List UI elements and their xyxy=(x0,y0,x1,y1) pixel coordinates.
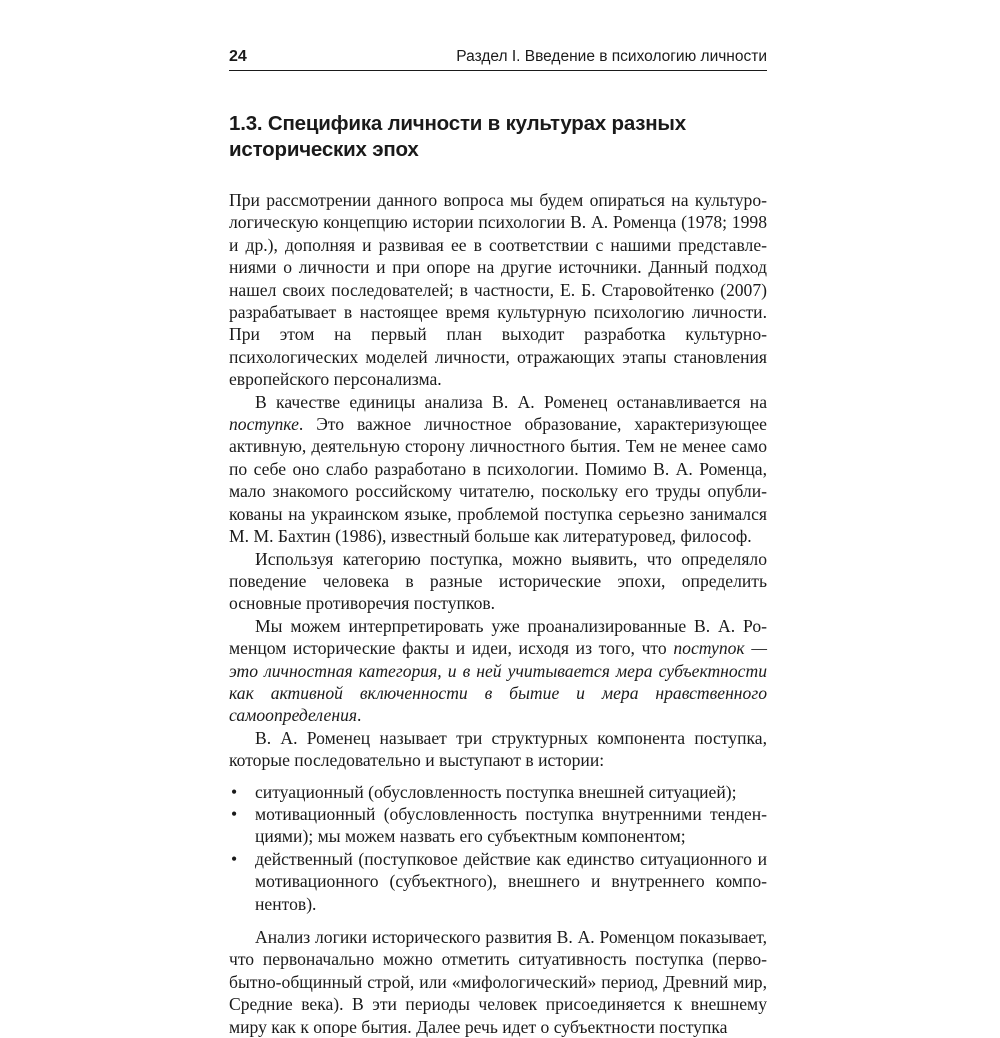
paragraph-1: При рассмотрении данного вопроса мы будем опираться на культурологическую концепцию истории психологии В. А. Роменца (1978; 1998 и др.), дополняя и развивая ее в соответствии с нашими представлениями о личности и при опоре на другие источники. Данный подход нашел своих последователей; в частности, Е. Б. Старовойтенко (2007) разрабатывает в настоящее время культурную психологию личности. При этом на первый план выходит разработка культурно-психологических моделей личности, отражающих этапы становления европейского персонализма. xyxy=(229,190,767,390)
section-title xyxy=(229,111,767,163)
paragraph-2-italic-term: поступке xyxy=(229,414,299,435)
list-item-text: действенный (поступковое действие как единство ситуационного и мотивационного (субъектного), внешнего и внутреннего компонентов). xyxy=(255,848,767,914)
section-title-line-2: исторических эпох xyxy=(229,138,419,161)
bullet-icon: • xyxy=(231,781,238,802)
paragraph-4 xyxy=(229,615,767,727)
bullet-icon: • xyxy=(231,803,238,824)
paragraph-2-start: В качестве единицы анализа В. А. Роменец останавливается на xyxy=(255,391,767,412)
bullet-icon: • xyxy=(231,848,238,869)
list-item xyxy=(229,781,767,803)
body-text xyxy=(229,189,767,1038)
paragraph-3: Используя категорию поступка, можно выявить, что определяло поведение человека в разные исторические эпохи, определить основные противоречия поступков. xyxy=(229,548,767,614)
paragraph-5: В. А. Роменец называет три структурных компонента поступка, которые последовательно и выступают в истории: xyxy=(229,727,767,771)
list-item-text: ситуационный (обусловленность поступка внешней ситуацией); xyxy=(255,781,737,802)
list-item xyxy=(229,803,767,848)
component-list xyxy=(229,781,767,915)
list-item-text: мотивационный (обусловленность поступка внутренними тенденциями); мы можем назвать его субъектным компонентом; xyxy=(255,803,767,847)
page-number: 24 xyxy=(229,48,247,65)
paragraph-2-end: . Это важное личностное образование, характеризующее активную, деятельную сторону личностного бытия. Тем не менее само по себе оно слабо разработано в психологии. Помимо В. А. Роменца, мало знакомого российскому читателю, поскольку его труды опубликованы на украинском языке, проблемой поступка серьезно занимался М. М. Бахтин (1986), известный больше как литературовед, философ. xyxy=(229,414,767,547)
section-title-line-1: 1.3. Специфика личности в культурах разных xyxy=(229,112,686,135)
paragraph-2 xyxy=(229,391,767,548)
paragraph-6: Анализ логики исторического развития В. А. Роменцом показывает, что первоначально можно отметить ситуативность поступка (первобытно-общинный строй, или «мифологический» период, Древний мир, Средние века). В эти периоды человек присоединяется к внешнему миру как к опоре бытия. Далее речь идет о субъектности поступка xyxy=(229,927,767,1037)
book-page xyxy=(229,48,767,1038)
paragraph-4-italic-definition: поступок — это личностная категория, и в ней учитывается мера субъектности как активной включенности в бытие и мера нравственного самоопределения xyxy=(229,638,767,726)
paragraph-4-end: . xyxy=(357,705,362,726)
paragraph-4-start: Мы можем интерпретировать уже проанализированные В. А. Роменцом исторические факты и идеи, исходя из того, что xyxy=(229,615,767,659)
running-head-title: Раздел I. Введение в психологию личности xyxy=(456,48,767,65)
running-head xyxy=(229,48,767,71)
list-item xyxy=(229,848,767,915)
